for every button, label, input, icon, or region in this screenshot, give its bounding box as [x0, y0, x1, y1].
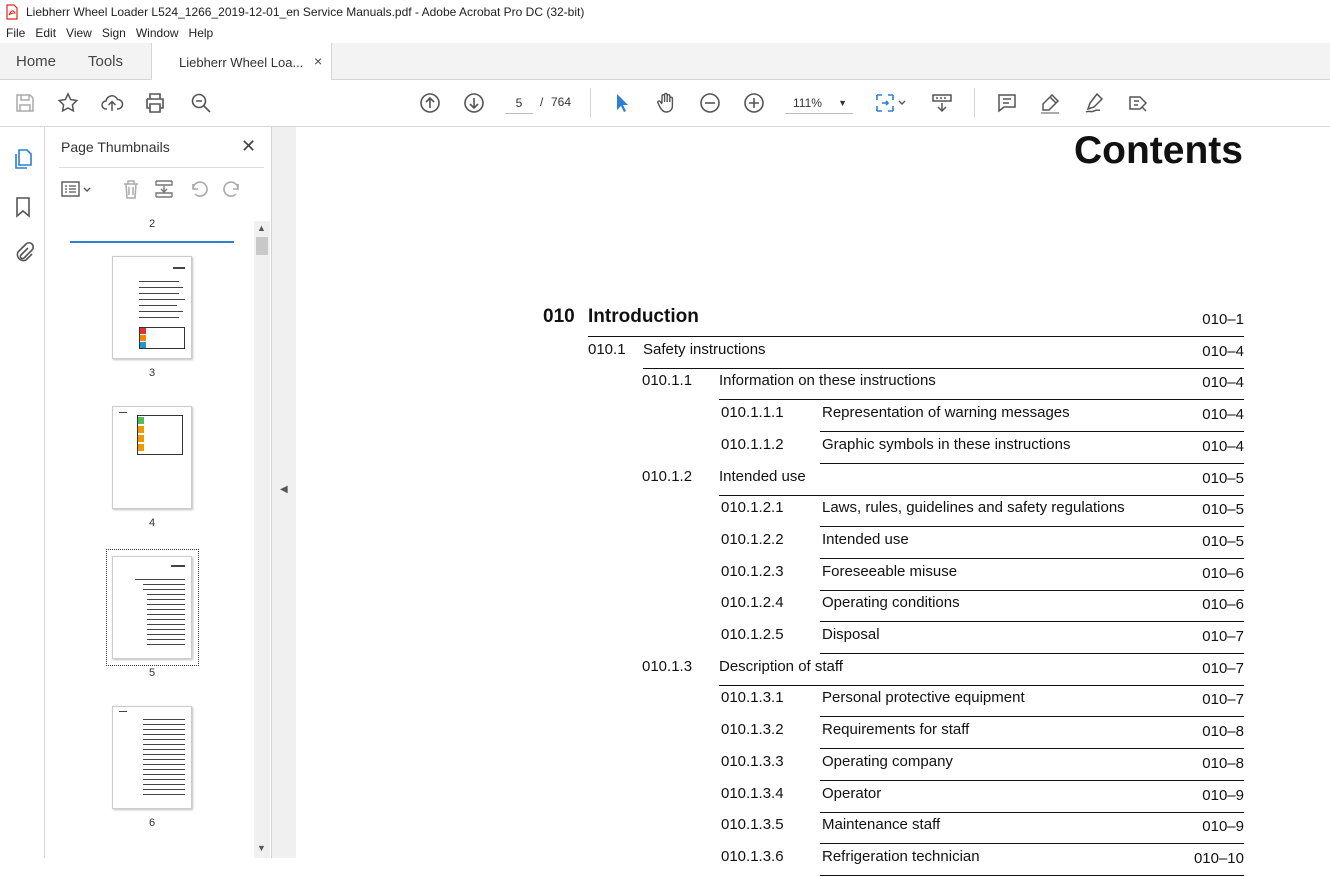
- panel-toolbar: [59, 175, 269, 205]
- toc-number: 010.1.2.3: [721, 562, 784, 580]
- toc-rule: [820, 812, 1244, 813]
- toc-page: 010–7: [1202, 628, 1244, 645]
- toc-number: 010.1.2.5: [721, 626, 784, 643]
- bookmarks-icon[interactable]: [11, 195, 35, 219]
- thumbnail-label: 3: [148, 367, 156, 379]
- upload-icon[interactable]: [100, 91, 124, 115]
- insert-pages-icon[interactable]: [152, 177, 176, 201]
- toc-number: 010.1.3.3: [721, 752, 784, 770]
- toc-title: Requirements for staff: [822, 721, 970, 739]
- menu-window[interactable]: Window: [135, 26, 179, 40]
- toc-entry[interactable]: [642, 372, 1244, 400]
- toc-number: 010.1.3.5: [721, 816, 784, 834]
- toc-title: Operating conditions: [822, 594, 960, 612]
- menu-edit[interactable]: Edit: [35, 26, 57, 40]
- toc-title: Disposal: [822, 626, 880, 643]
- toolbar-divider: [974, 88, 975, 118]
- toc-entry[interactable]: [721, 594, 1244, 622]
- toc-page: 010–4: [1202, 374, 1244, 392]
- toc-title: Graphic symbols in these instructions: [822, 435, 1071, 453]
- menu-sign[interactable]: Sign: [101, 26, 126, 40]
- toc-rule: [719, 495, 1244, 496]
- toc-rule: [820, 780, 1244, 781]
- zoom-level-select[interactable]: [785, 92, 853, 114]
- toc-page: 010–5: [1202, 469, 1244, 487]
- drop-indicator: [70, 241, 234, 243]
- panel-close-icon[interactable]: ✕: [241, 136, 257, 156]
- toc-rule: [820, 526, 1244, 527]
- toc-title: Refrigeration technician: [822, 847, 980, 865]
- zoom-search-icon[interactable]: [189, 91, 213, 115]
- toc-rule: [719, 685, 1244, 686]
- toc-page: 010–6: [1202, 596, 1244, 614]
- tab-tools[interactable]: Tools: [88, 53, 124, 70]
- bookmark-star-icon[interactable]: [56, 91, 80, 115]
- toc-entry[interactable]: [721, 785, 1244, 813]
- toc-entry[interactable]: [721, 531, 1244, 559]
- thumbnail-scrollbar[interactable]: [254, 221, 270, 858]
- toc-rule: [820, 558, 1244, 559]
- chevron-down-icon: ▼: [838, 98, 847, 108]
- toc-number: 010.1: [588, 340, 626, 358]
- panel-divider: [59, 167, 264, 168]
- toc-entry[interactable]: [642, 658, 1244, 686]
- toc-rule: [820, 621, 1244, 622]
- toc-entry[interactable]: [543, 306, 1244, 337]
- toc-page: 010–9: [1202, 818, 1244, 836]
- toc-title: Personal protective equipment: [822, 689, 1025, 707]
- left-rail: [0, 127, 45, 858]
- toc-number: 010.1.3.4: [721, 784, 784, 802]
- toc-title: Maintenance staff: [822, 816, 941, 834]
- document-view[interactable]: [296, 127, 1330, 867]
- contents-heading: Contents: [1074, 129, 1243, 172]
- thumbnail-label: 4: [148, 517, 156, 529]
- tab-home[interactable]: Home: [16, 53, 57, 70]
- page-count: 764: [551, 95, 572, 109]
- toc-entry[interactable]: [721, 626, 1244, 654]
- toc-page: 010–4: [1202, 437, 1244, 455]
- toc-title: Operating company: [822, 752, 953, 770]
- panel-title: Page Thumbnails: [61, 139, 170, 155]
- toc-entry[interactable]: [721, 721, 1244, 749]
- thumbnail-label: 5: [148, 667, 156, 679]
- toc-page: 010–5: [1202, 532, 1244, 550]
- toc-page: 010–5: [1202, 501, 1244, 519]
- comment-icon[interactable]: [995, 91, 1019, 115]
- toc-title: Laws, rules, guidelines and safety regulations: [822, 499, 1125, 517]
- main-toolbar: [0, 80, 1330, 127]
- page-thumbnails-icon[interactable]: [11, 147, 35, 171]
- rotate-right-icon[interactable]: [220, 177, 244, 201]
- toc-page: 010–10: [1193, 849, 1244, 867]
- scrollbar-thumb[interactable]: [256, 237, 268, 255]
- toc-title: Operator: [822, 784, 882, 802]
- toc-title: Foreseeable misuse: [822, 562, 958, 580]
- toc-entry[interactable]: [721, 563, 1244, 591]
- toc-page: 010–9: [1202, 786, 1244, 804]
- tab-close-icon[interactable]: ×: [314, 53, 323, 69]
- scroll-mode-icon[interactable]: [930, 91, 954, 115]
- thumbnail-list: [45, 217, 255, 858]
- thumbnail-page-3[interactable]: [112, 256, 192, 359]
- zoom-in-icon[interactable]: [742, 91, 766, 115]
- fit-page-icon[interactable]: [873, 91, 909, 115]
- scroll-down-icon[interactable]: ▼: [257, 843, 266, 853]
- toc-entry[interactable]: [721, 436, 1244, 464]
- page-thumbnails-panel: [45, 127, 272, 858]
- options-menu-icon[interactable]: [59, 177, 95, 201]
- hand-icon[interactable]: [654, 91, 678, 115]
- thumbnail-page-6[interactable]: [112, 706, 192, 809]
- toc-rule: [820, 716, 1244, 717]
- toc-entry[interactable]: [588, 341, 1244, 369]
- save-icon[interactable]: [13, 91, 37, 115]
- toc-page: 010–4: [1202, 406, 1244, 424]
- toc-entry[interactable]: [721, 848, 1244, 876]
- toc-page: 010–6: [1202, 564, 1244, 582]
- toc-page: 010–8: [1202, 754, 1244, 772]
- toc-rule: [588, 336, 1244, 337]
- rotate-left-icon[interactable]: [187, 177, 211, 201]
- toc-number: 010.1.2.2: [721, 530, 784, 548]
- toc-page: 010–7: [1202, 691, 1244, 709]
- toolbar-divider: [590, 88, 591, 118]
- menu-view[interactable]: View: [66, 26, 92, 40]
- toc-number: 010.1.2.1: [721, 499, 784, 517]
- zoom-level-value: 111%: [793, 96, 822, 110]
- toc-number: 010.1.1: [642, 372, 693, 390]
- page-separator: /: [540, 95, 544, 109]
- thumbnail-page-5-selected[interactable]: [112, 556, 192, 659]
- toc-title: Intended use: [822, 530, 909, 548]
- page-down-icon[interactable]: [462, 91, 486, 115]
- toc-page: 010–4: [1202, 342, 1244, 360]
- sign-icon[interactable]: [1082, 91, 1106, 115]
- tab-document-label: Liebherr Wheel Loa...: [179, 55, 304, 70]
- title-bar: [0, 0, 1330, 23]
- toc-rule: [719, 399, 1244, 400]
- toc-entry[interactable]: [721, 689, 1244, 717]
- toc-entry[interactable]: [721, 816, 1244, 844]
- chevron-left-icon: ◀: [280, 484, 288, 495]
- delete-page-icon[interactable]: [119, 177, 143, 201]
- toc-number: 010.1.2: [642, 467, 693, 485]
- toc-title: Intended use: [719, 467, 806, 485]
- toc-number: 010.1.2.4: [721, 594, 784, 612]
- toc-title: Safety instructions: [643, 340, 766, 358]
- highlight-icon[interactable]: [1038, 91, 1062, 115]
- toc-title: Description of staff: [719, 657, 843, 675]
- window-title: Liebherr Wheel Loader L524_1266_2019-12-01_en Service Manuals.pdf - Adobe Acrobat Pro DC (32-bit): [26, 4, 585, 19]
- attachments-icon[interactable]: [11, 240, 35, 264]
- toc-rule: [820, 843, 1244, 844]
- page-up-icon[interactable]: [418, 91, 442, 115]
- toc-page: 010–8: [1202, 723, 1244, 741]
- stamp-icon[interactable]: [1126, 91, 1150, 115]
- print-icon[interactable]: [143, 91, 167, 115]
- toc-page: 010–1: [1202, 311, 1244, 328]
- toc-number: 010.1.1.1: [721, 404, 784, 422]
- toc-rule: [820, 748, 1244, 749]
- toc-number: 010.1.3.1: [721, 689, 784, 707]
- toc-number: 010.1.3.2: [721, 721, 784, 739]
- toc-page: 010–7: [1202, 659, 1244, 677]
- toc-number: 010.1.3.6: [721, 847, 784, 865]
- toc-entry[interactable]: [721, 404, 1244, 432]
- toc-rule: [820, 463, 1244, 464]
- zoom-out-icon[interactable]: [698, 91, 722, 115]
- toc-title: Representation of warning messages: [822, 404, 1070, 422]
- toc-number: 010.1.1.2: [721, 435, 784, 453]
- menu-help[interactable]: Help: [188, 26, 214, 40]
- panel-collapse-handle[interactable]: [272, 127, 296, 858]
- toc-rule: [643, 368, 1244, 369]
- current-page-input[interactable]: 5: [505, 92, 533, 114]
- toc-rule: [820, 431, 1244, 432]
- tab-document[interactable]: [151, 43, 332, 81]
- toc-entry[interactable]: [721, 499, 1244, 527]
- toc-title: Information on these instructions: [719, 372, 936, 390]
- toc-rule: [820, 590, 1244, 591]
- toc-number: 010: [543, 306, 575, 327]
- menu-bar: [0, 23, 1330, 43]
- toc-title: Introduction: [588, 306, 699, 327]
- menu-file[interactable]: File: [6, 26, 26, 40]
- toc-entry[interactable]: [642, 468, 1244, 496]
- tab-bar: [0, 43, 1330, 80]
- toc-number: 010.1.3: [642, 657, 693, 675]
- select-arrow-icon[interactable]: [610, 91, 634, 115]
- toc-entry[interactable]: [721, 753, 1244, 781]
- thumbnail-label: 6: [148, 817, 156, 829]
- thumbnail-label: 2: [148, 218, 156, 230]
- scroll-up-icon[interactable]: ▲: [257, 223, 266, 233]
- acrobat-pdf-icon: [4, 4, 20, 20]
- toc-rule: [820, 653, 1244, 654]
- thumbnail-page-4[interactable]: [112, 406, 192, 509]
